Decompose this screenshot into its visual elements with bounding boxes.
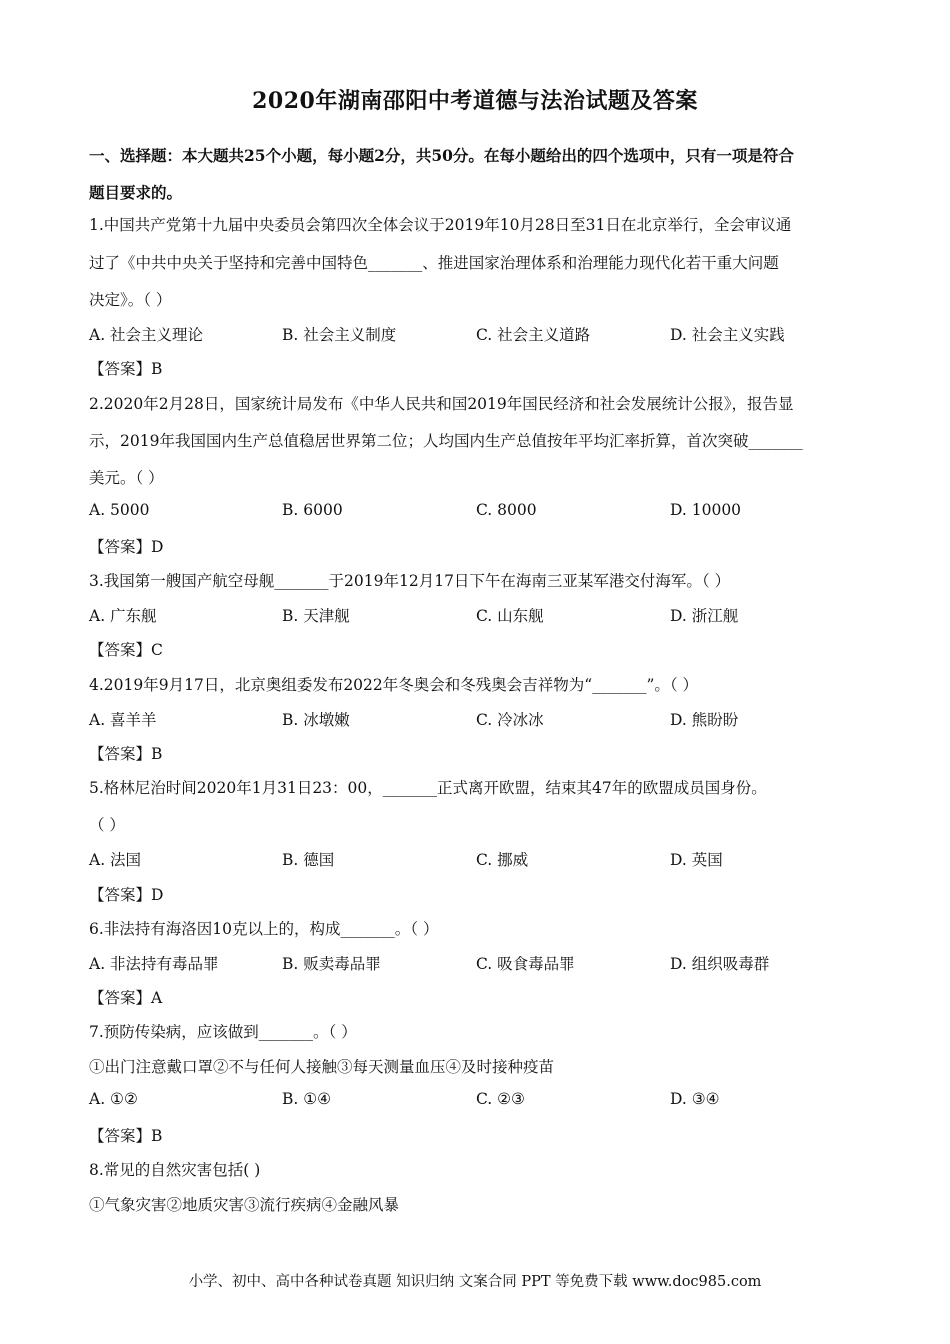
question-2-option-a: A. 5000 xyxy=(89,501,150,519)
question-2-option-c: C. 8000 xyxy=(476,501,537,519)
question-4-line-1: 4.2019年9月17日，北京奥组委发布2022年冬奥会和冬残奥会吉祥物为“_______”。（ ） xyxy=(89,676,699,694)
question-2-line-1: 2.2020年2月28日，国家统计局发布《中华人民共和国2019年国民经济和社会发展统计公报》，报告显 xyxy=(89,395,794,413)
question-5-option-c: C. 挪威 xyxy=(476,851,529,869)
question-4-option-d: D. 熊盼盼 xyxy=(670,711,739,729)
question-1-option-b: B. 社会主义制度 xyxy=(282,326,397,344)
question-3-line-1: 3.我国第一艘国产航空母舰_______于2019年12月17日下午在海南三亚某军港交付海军。（ ） xyxy=(89,572,731,590)
question-3-option-d: D. 浙江舰 xyxy=(670,607,739,625)
question-5-option-a: A. 法国 xyxy=(89,851,142,869)
question-3-answer: 【答案】C xyxy=(89,641,163,659)
page-footer: 小学、初中、高中各种试卷真题 知识归纳 文案合同 PPT 等免费下载 www.doc985.com xyxy=(188,1274,762,1290)
question-5-line-1: 5.格林尼治时间2020年1月31日23：00，_______正式离开欧盟，结束其47年的欧盟成员国身份。 xyxy=(89,779,767,797)
question-1-line-1: 1.中国共产党第十九届中央委员会第四次全体会议于2019年10月28日至31日在北京举行，全会审议通 xyxy=(89,216,792,234)
question-5-option-d: D. 英国 xyxy=(670,851,723,869)
question-4-option-b: B. 冰墩嫩 xyxy=(282,711,350,729)
question-1-line-2: 过了《中共中央关于坚持和完善中国特色_______、推进国家治理体系和治理能力现代化若干重大问题 xyxy=(89,254,779,272)
question-2-line-3: 美元。（ ） xyxy=(89,469,164,487)
question-4-option-c: C. 冷冰冰 xyxy=(476,711,544,729)
question-5-line-2: （ ） xyxy=(89,816,125,834)
question-6-option-d: D. 组织吸毒群 xyxy=(670,955,770,973)
page-title: 2020年湖南邵阳中考道德与法治试题及答案 xyxy=(252,88,698,114)
question-5-option-b: B. 德国 xyxy=(282,851,335,869)
question-6-option-a: A. 非法持有毒品罪 xyxy=(89,955,219,973)
question-8-line-1: 8.常见的自然灾害包括( ) xyxy=(89,1161,261,1179)
question-7-option-d: D. ③④ xyxy=(670,1090,720,1108)
question-1-option-d: D. 社会主义实践 xyxy=(670,326,785,344)
question-7-answer: 【答案】B xyxy=(89,1127,163,1145)
question-8-line-2: ①气象灾害②地质灾害③流行疾病④金融风暴 xyxy=(89,1196,400,1214)
question-1-line-3: 决定》。（ ） xyxy=(89,291,172,309)
question-1-option-a: A. 社会主义理论 xyxy=(89,326,204,344)
question-3-option-c: C. 山东舰 xyxy=(476,607,544,625)
question-2-answer: 【答案】D xyxy=(89,538,164,556)
section-instruction-line-1: 一、选择题：本大题共25个小题，每小题2分，共50分。在每小题给出的四个选项中，只有一项是符合 xyxy=(89,146,794,165)
question-3-option-b: B. 天津舰 xyxy=(282,607,350,625)
question-6-option-b: B. 贩卖毒品罪 xyxy=(282,955,381,973)
question-4-answer: 【答案】B xyxy=(89,745,163,763)
question-2-option-d: D. 10000 xyxy=(670,501,742,519)
question-2-line-2: 示，2019年我国国内生产总值稳居世界第二位；人均国内生产总值按年平均汇率折算，首次突破_______ xyxy=(89,432,803,450)
question-7-line-2: ①出门注意戴口罩②不与任何人接触③每天测量血压④及时接种疫苗 xyxy=(89,1058,555,1076)
question-7-line-1: 7.预防传染病，应该做到_______。（ ） xyxy=(89,1023,357,1041)
section-instruction-line-2: 题目要求的。 xyxy=(89,183,183,202)
question-6-option-c: C. 吸食毒品罪 xyxy=(476,955,575,973)
question-6-answer: 【答案】A xyxy=(89,989,163,1007)
question-2-option-b: B. 6000 xyxy=(282,501,343,519)
question-7-option-b: B. ①④ xyxy=(282,1090,332,1108)
question-3-option-a: A. 广东舰 xyxy=(89,607,157,625)
question-6-line-1: 6.非法持有海洛因10克以上的，构成_______。（ ） xyxy=(89,920,439,938)
question-7-option-a: A. ①② xyxy=(89,1090,138,1108)
question-1-answer: 【答案】B xyxy=(89,360,163,378)
question-7-option-c: C. ②③ xyxy=(476,1090,525,1108)
question-5-answer: 【答案】D xyxy=(89,886,164,904)
question-4-option-a: A. 喜羊羊 xyxy=(89,711,157,729)
question-1-option-c: C. 社会主义道路 xyxy=(476,326,591,344)
